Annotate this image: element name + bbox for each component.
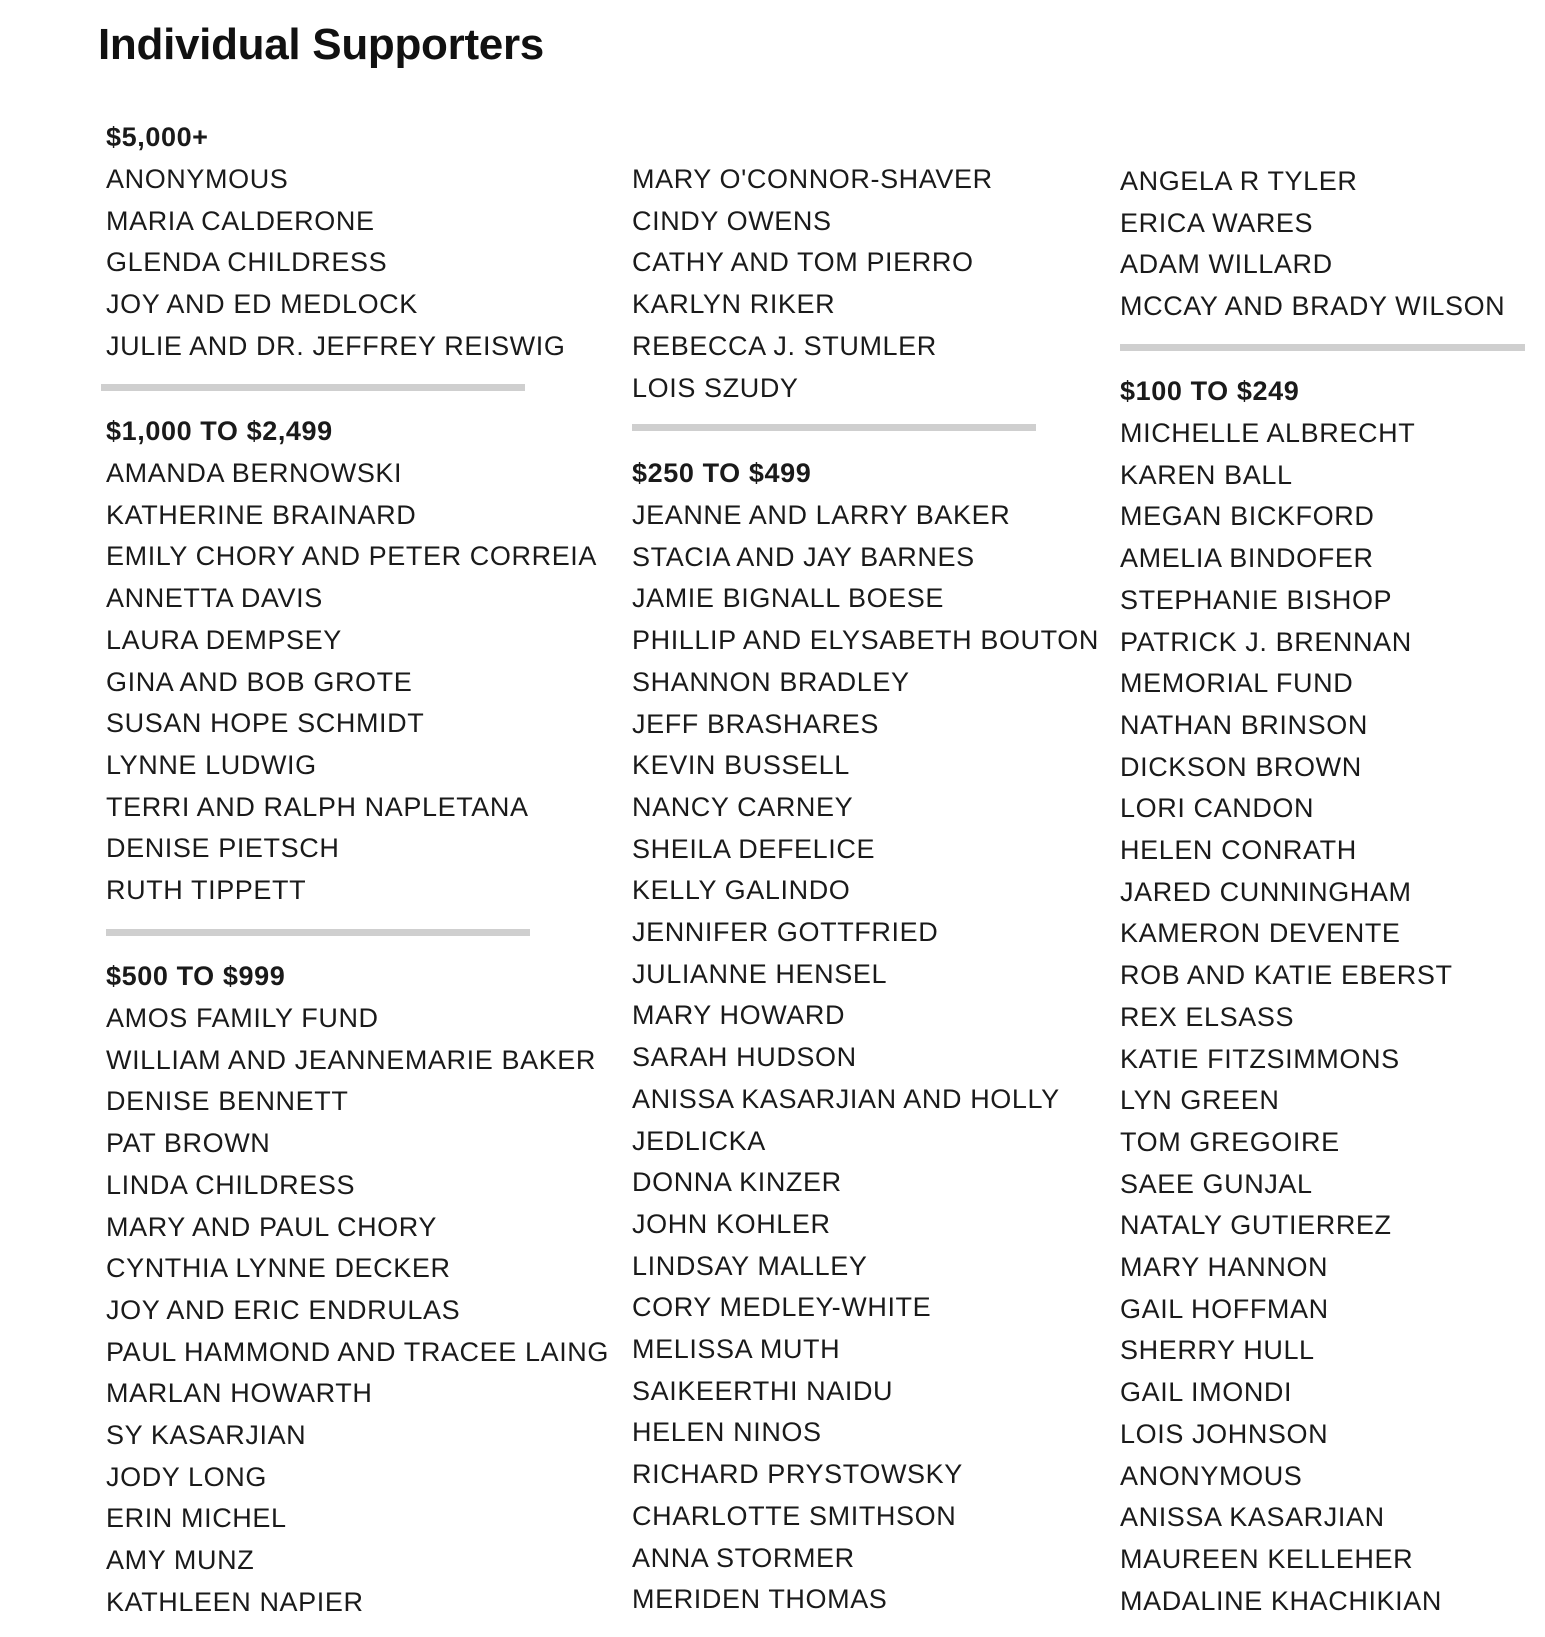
supporter-name: SY KASARJIAN	[106, 1420, 307, 1450]
supporter-name: AMY MUNZ	[106, 1545, 255, 1575]
supporter-name: JAMIE BIGNALL BOESE	[632, 583, 944, 613]
supporter-name: DENISE PIETSCH	[106, 833, 340, 863]
supporter-name: KATIE FITZSIMMONS	[1120, 1044, 1400, 1074]
supporter-name: STEPHANIE BISHOP	[1120, 585, 1393, 615]
tier-heading: $500 TO $999	[106, 961, 286, 991]
supporter-name: EMILY CHORY AND PETER CORREIA	[106, 541, 598, 571]
supporter-name: WILLIAM AND JEANNEMARIE BAKER	[106, 1045, 597, 1075]
supporter-name: ANONYMOUS	[106, 164, 289, 194]
section-divider	[101, 384, 525, 391]
supporter-name: NATALY GUTIERREZ	[1120, 1210, 1392, 1240]
tier-heading: $250 TO $499	[632, 458, 812, 488]
supporter-name: JEFF BRASHARES	[632, 709, 879, 739]
supporter-name: DICKSON BROWN	[1120, 752, 1362, 782]
supporter-name: CORY MEDLEY-WHITE	[632, 1292, 932, 1322]
supporter-name: AMANDA BERNOWSKI	[106, 458, 403, 488]
supporter-name: JULIANNE HENSEL	[632, 959, 888, 989]
supporter-name: AMOS FAMILY FUND	[106, 1003, 379, 1033]
supporter-name: MAUREEN KELLEHER	[1120, 1544, 1414, 1574]
supporter-name: SAEE GUNJAL	[1120, 1169, 1313, 1199]
supporter-name: DONNA KINZER	[632, 1167, 842, 1197]
supporter-name: TOM GREGOIRE	[1120, 1127, 1340, 1157]
supporter-name: PHILLIP AND ELYSABETH BOUTON	[632, 625, 1099, 655]
section-divider	[1120, 344, 1525, 351]
supporter-name: MCCAY AND BRADY WILSON	[1120, 291, 1506, 321]
supporter-name: JULIE AND DR. JEFFREY REISWIG	[106, 331, 566, 361]
supporter-name: LOIS SZUDY	[632, 373, 799, 403]
supporter-name: GLENDA CHILDRESS	[106, 247, 388, 277]
supporter-name: DENISE BENNETT	[106, 1086, 349, 1116]
supporter-name: JEANNE AND LARRY BAKER	[632, 500, 1011, 530]
supporter-name: MARY HANNON	[1120, 1252, 1329, 1282]
supporter-name: LOIS JOHNSON	[1120, 1419, 1329, 1449]
supporter-name: REBECCA J. STUMLER	[632, 331, 937, 361]
section-divider	[106, 929, 530, 936]
supporter-name: HELEN CONRATH	[1120, 835, 1357, 865]
supporter-name: MICHELLE ALBRECHT	[1120, 418, 1416, 448]
supporter-name: MARLAN HOWARTH	[106, 1378, 373, 1408]
supporter-name: MERIDEN THOMAS	[632, 1584, 888, 1614]
supporter-name: NANCY CARNEY	[632, 792, 854, 822]
supporter-name: JOY AND ERIC ENDRULAS	[106, 1295, 461, 1325]
section-divider	[632, 424, 1036, 431]
supporter-name: KEVIN BUSSELL	[632, 750, 850, 780]
supporter-name: ANISSA KASARJIAN AND HOLLY	[632, 1084, 1060, 1114]
supporter-name: ADAM WILLARD	[1120, 249, 1333, 279]
supporter-name: CHARLOTTE SMITHSON	[632, 1501, 957, 1531]
supporter-name: CINDY OWENS	[632, 206, 832, 236]
supporter-name: LAURA DEMPSEY	[106, 625, 342, 655]
supporter-name: AMELIA BINDOFER	[1120, 543, 1374, 573]
supporter-name: MEGAN BICKFORD	[1120, 501, 1375, 531]
supporter-name: ERICA WARES	[1120, 208, 1314, 238]
supporter-name: LYNNE LUDWIG	[106, 750, 317, 780]
supporter-name: JENNIFER GOTTFRIED	[632, 917, 939, 947]
supporter-name: ANNA STORMER	[632, 1543, 855, 1573]
supporter-name: TERRI AND RALPH NAPLETANA	[106, 792, 529, 822]
supporter-name: ERIN MICHEL	[106, 1503, 287, 1533]
supporter-name: NATHAN BRINSON	[1120, 710, 1368, 740]
supporter-name: KAMERON DEVENTE	[1120, 918, 1401, 948]
supporter-name: MARY O'CONNOR-SHAVER	[632, 164, 993, 194]
tier-heading: $1,000 TO $2,499	[106, 416, 333, 446]
supporter-name: RICHARD PRYSTOWSKY	[632, 1459, 963, 1489]
tier-heading: $100 TO $249	[1120, 376, 1300, 406]
supporter-name: KELLY GALINDO	[632, 875, 851, 905]
supporter-name: REX ELSASS	[1120, 1002, 1295, 1032]
supporter-name: KATHERINE BRAINARD	[106, 500, 417, 530]
supporter-name: ANISSA KASARJIAN	[1120, 1502, 1385, 1532]
supporter-name: KARLYN RIKER	[632, 289, 836, 319]
supporter-name: CATHY AND TOM PIERRO	[632, 247, 974, 277]
supporter-name: SHEILA DEFELICE	[632, 834, 876, 864]
supporter-name: JARED CUNNINGHAM	[1120, 877, 1412, 907]
supporter-name: MARIA CALDERONE	[106, 206, 375, 236]
supporter-name: LORI CANDON	[1120, 793, 1315, 823]
supporter-name: RUTH TIPPETT	[106, 875, 307, 905]
supporter-name: GINA AND BOB GROTE	[106, 667, 413, 697]
supporter-name: JOHN KOHLER	[632, 1209, 831, 1239]
supporter-name: JODY LONG	[106, 1462, 267, 1492]
supporter-name: CYNTHIA LYNNE DECKER	[106, 1253, 451, 1283]
supporter-name: MARY HOWARD	[632, 1000, 846, 1030]
supporter-name: SARAH HUDSON	[632, 1042, 857, 1072]
tier-heading: $5,000+	[106, 122, 209, 152]
page-title: Individual Supporters	[98, 20, 544, 69]
supporter-name: KAREN BALL	[1120, 460, 1293, 490]
supporter-name: MADALINE KHACHIKIAN	[1120, 1586, 1442, 1616]
supporter-name: LINDSAY MALLEY	[632, 1251, 868, 1281]
supporter-name: MEMORIAL FUND	[1120, 668, 1354, 698]
supporter-name: ROB AND KATIE EBERST	[1120, 960, 1453, 990]
supporter-name: ANGELA R TYLER	[1120, 166, 1358, 196]
supporter-name: STACIA AND JAY BARNES	[632, 542, 975, 572]
supporter-name: PATRICK J. BRENNAN	[1120, 627, 1412, 657]
supporter-name: PAUL HAMMOND AND TRACEE LAING	[106, 1337, 609, 1367]
supporter-name: GAIL HOFFMAN	[1120, 1294, 1329, 1324]
supporter-name: GAIL IMONDI	[1120, 1377, 1293, 1407]
supporter-name: PAT BROWN	[106, 1128, 271, 1158]
supporter-name: SUSAN HOPE SCHMIDT	[106, 708, 425, 738]
supporter-name: SHERRY HULL	[1120, 1335, 1315, 1365]
supporter-name: LINDA CHILDRESS	[106, 1170, 356, 1200]
supporter-name: SAIKEERTHI NAIDU	[632, 1376, 894, 1406]
supporter-name: LYN GREEN	[1120, 1085, 1280, 1115]
supporter-name: ANNETTA DAVIS	[106, 583, 323, 613]
supporter-name: ANONYMOUS	[1120, 1461, 1303, 1491]
supporter-name: SHANNON BRADLEY	[632, 667, 910, 697]
supporter-name: HELEN NINOS	[632, 1417, 822, 1447]
supporter-name: KATHLEEN NAPIER	[106, 1587, 364, 1617]
supporter-name: MARY AND PAUL CHORY	[106, 1212, 437, 1242]
supporter-name: MELISSA MUTH	[632, 1334, 841, 1364]
supporter-name: JOY AND ED MEDLOCK	[106, 289, 418, 319]
supporter-name: JEDLICKA	[632, 1126, 766, 1156]
